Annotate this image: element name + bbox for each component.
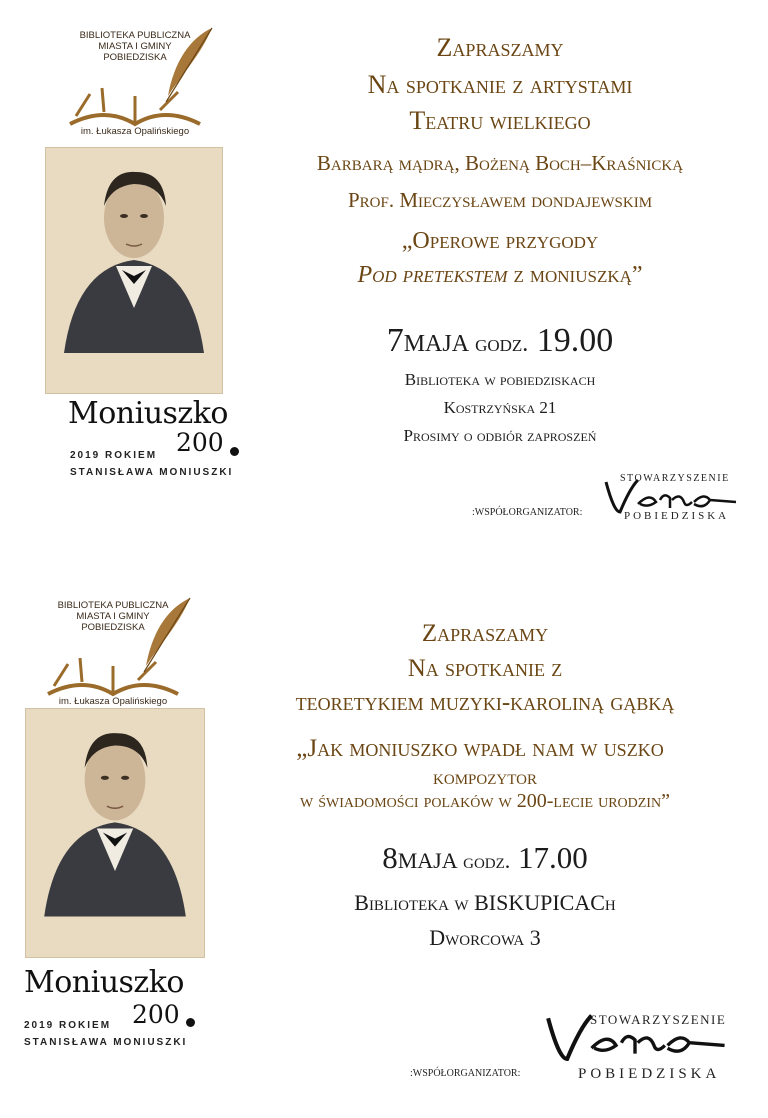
event-date-godz: godz. [457,848,511,873]
moniuszko-name-line: STANISŁAWA MONIUSZKI [24,1037,188,1048]
moniuszko-dot [230,447,239,456]
moniuszko-year-line: 2019 ROKIEM [24,1020,112,1031]
event-date [225,840,745,876]
event-date-time: 19.00 [528,322,614,359]
invite-heading: Zapraszamy [436,33,564,62]
quill-icon [160,26,220,106]
event-date-day: 8maja [382,840,458,875]
library-logo-line-1: BIBLIOTEKA PUBLICZNA [79,30,191,41]
library-logo-line-1: BIBLIOTEKA PUBLICZNA [57,600,169,611]
library-logo-line-2: MIASTA I GMINY [76,611,150,622]
moniuszko-name-line: STANISŁAWA MONIUSZKI [70,467,234,478]
library-logo-line-2: MIASTA I GMINY [98,41,172,52]
guests-line-1: Barbarą mądrą, Bożeną Boch–Kraśnicką [316,151,684,175]
lecture-title-line-1: „Jak moniuszko wpadł nam w uszko [296,735,664,762]
venue-address: Kostrzyńska 21 [443,398,557,417]
association-town: POBIEDZISKA [624,510,730,522]
library-logo-line-3: POBIEDZISKA [103,52,167,63]
event-title-italic: Pod pretekstem [357,262,508,288]
flyer-1 [0,0,768,545]
venue-address: Dworcowa 3 [429,925,541,950]
invite-line-3: Teatru wielkiego [409,106,591,135]
coorganizer-label: :WSPÓŁORGANIZATOR: [410,1068,521,1079]
moniuszko-dot [186,1018,195,1027]
moniuszko-title: Moniuszko [68,396,228,431]
association-label: STOWARZYSZENIE [620,473,730,484]
event-date-time: 17.00 [510,840,588,875]
invite-line-2: Na spotkanie z [407,655,563,682]
event-date [250,322,750,360]
moniuszko-title: Moniuszko [24,965,184,1000]
moniuszko-year-line: 2019 ROKIEM [70,450,158,461]
event-date-godz: godz. [469,331,529,357]
library-logo-subtitle: im. Łukasza Opalińskiego [58,696,168,707]
venue-name: Biblioteka w pobiedziskach [404,370,596,389]
guests-line-2: Prof. Mieczysławem dondajewskim [347,188,653,212]
event-date-day: 7maja [386,322,470,359]
event-title-line-2 [250,262,750,289]
association-town: POBIEDZISKA [578,1066,721,1082]
flyer-2 [0,590,768,1118]
library-logo [60,30,210,160]
vena-logo [540,1010,730,1070]
coorganizer-label: :WSPÓŁORGANIZATOR: [472,507,583,518]
moniuszko-number: 200 [132,1000,180,1029]
library-logo-line-3: POBIEDZISKA [81,622,145,633]
venue-name: Biblioteka w BISKUPICACh [354,890,616,915]
invite-line-2: Na spotkanie z artystami [367,70,633,99]
association-label: STOWARZYSZENIE [590,1012,727,1027]
invite-heading: Zapraszamy [421,620,549,647]
portrait-image [45,147,223,394]
portrait-image [25,708,205,958]
library-logo-subtitle: im. Łukasza Opalińskiego [80,126,190,137]
lecture-title-line-3: w świadomości polaków w 200-lecie urodzin” [300,790,670,812]
invitation-note: Prosimy o odbiór zaproszeń [403,426,597,445]
lecture-title-line-2: kompozytor [433,765,537,789]
event-title-line-1: „Operowe przygody [401,228,599,254]
moniuszko-number: 200 [176,428,224,457]
speaker-line: teoretykiem muzyki-karoliną gąbką [295,689,675,716]
quill-icon [138,596,198,676]
event-title-rest: z moniuszką” [507,262,643,288]
